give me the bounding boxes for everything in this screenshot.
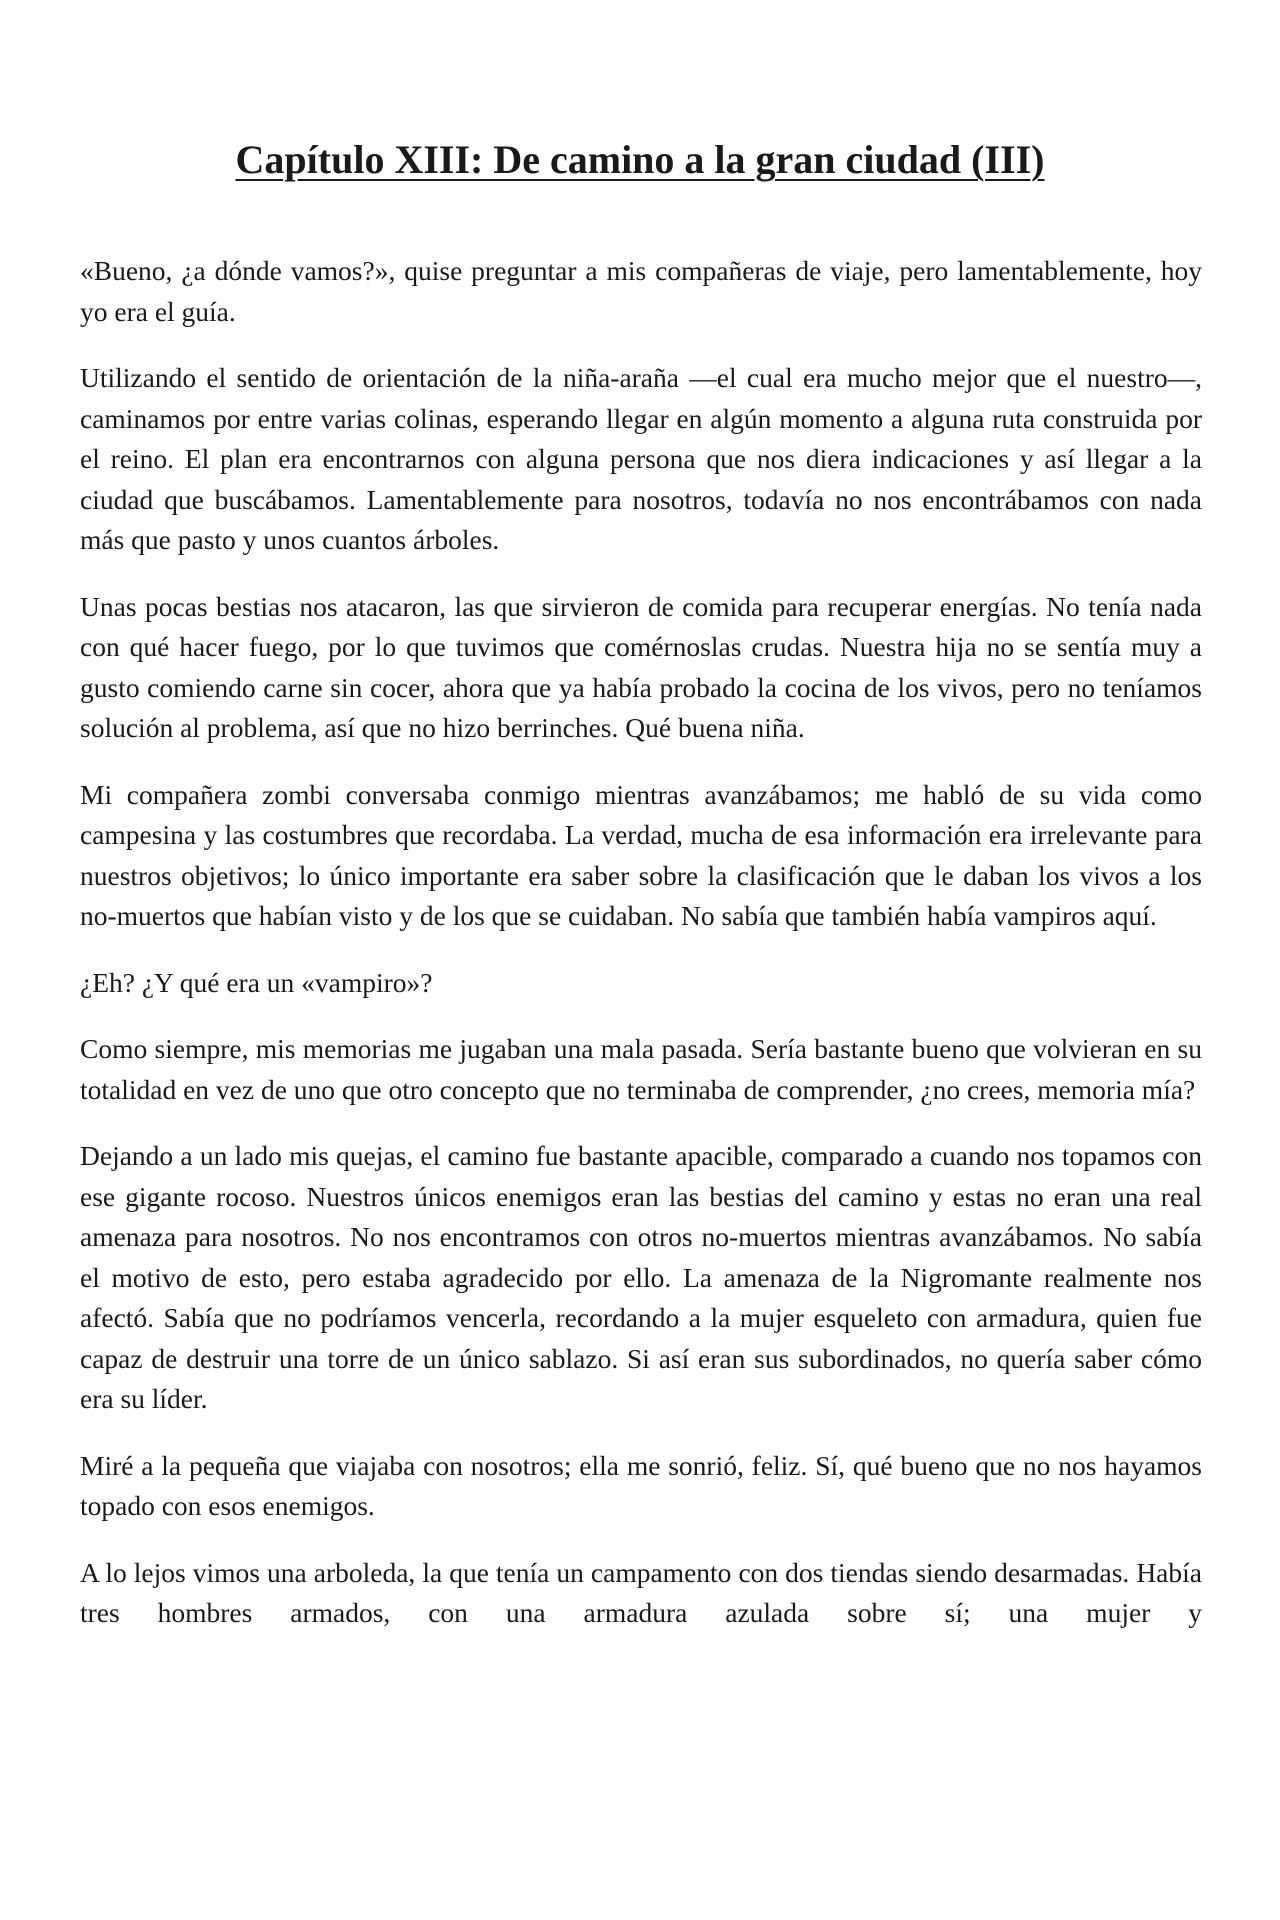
paragraph: Mi compañera zombi conversaba conmigo mientras avanzábamos; me habló de su vida como campesina y las costumbres que recordaba. La verdad, mucha de esa información era irrelevante para nuestros objetivos; lo único importante era saber sobre la clasificación que le daban los vivos a los no-muertos que habían visto y de los que se cuidaban. No sabía que también había vampiros aquí. bbox=[80, 778, 1202, 931]
paragraph: Dejando a un lado mis quejas, el camino fue bastante apacible, comparado a cuando nos topamos con ese gigante rocoso. Nuestros únicos enemigos eran las bestias del camino y estas no eran una real amenaza para nosotros. No nos encontramos con otros no-muertos mientras avanzábamos. No sabía el motivo de esto, pero estaba agradecido por ello. La amenaza de la Nigromante realmente nos afectó. Sabía que no podríamos vencerla, recordando a la mujer esqueleto con armadura, quien fue capaz de destruir una torre de un único sablazo. Si así eran sus subordinados, no quería saber cómo era su líder. bbox=[80, 1140, 1202, 1414]
paragraph: «Bueno, ¿a dónde vamos?», quise preguntar a mis compañeras de viaje, pero lamentablemente, hoy yo era el guía. bbox=[80, 255, 1202, 327]
paragraph: Unas pocas bestias nos atacaron, las que sirvieron de comida para recuperar energías. No tenía nada con qué hacer fuego, por lo que tuvimos que comérnoslas crudas. Nuestra hija no se sentía muy a gusto comiendo carne sin cocer, ahora que ya había probado la cocina de los vivos, pero no teníamos solución al problema, así que no hizo berrinches. Qué buena niña. bbox=[80, 590, 1202, 743]
chapter-title: Capítulo XIII: De camino a la gran ciudad (III) bbox=[235, 137, 1045, 182]
paragraph: Miré a la pequeña que viajaba con nosotros; ella me sonrió, feliz. Sí, qué bueno que no nos hayamos topado con esos enemigos. bbox=[80, 1449, 1202, 1521]
paragraph: ¿Eh? ¿Y qué era un «vampiro»? bbox=[80, 966, 433, 998]
chapter-body bbox=[80, 251, 1202, 1660]
paragraph-last: A lo lejos vimos una arboleda, la que tenía un campamento con dos tiendas siendo desarmadas. Había tres hombres armados, con una armadura azulada sobre sí; una mujer y bbox=[80, 1556, 1202, 1628]
paragraph: Como siempre, mis memorias me jugaban una mala pasada. Sería bastante bueno que volvieran en su totalidad en vez de uno que otro concepto que no terminaba de comprender, ¿no crees, memoria mía? bbox=[80, 1033, 1202, 1105]
paragraph: Utilizando el sentido de orientación de la niña-araña —el cual era mucho mejor que el nuestro—, caminamos por entre varias colinas, esperando llegar en algún momento a alguna ruta construida por el reino. El plan era encontrarnos con alguna persona que nos diera indicaciones y así llegar a la ciudad que buscábamos. Lamentablemente para nosotros, todavía no nos encontrábamos con nada más que pasto y unos cuantos árboles. bbox=[80, 362, 1202, 555]
